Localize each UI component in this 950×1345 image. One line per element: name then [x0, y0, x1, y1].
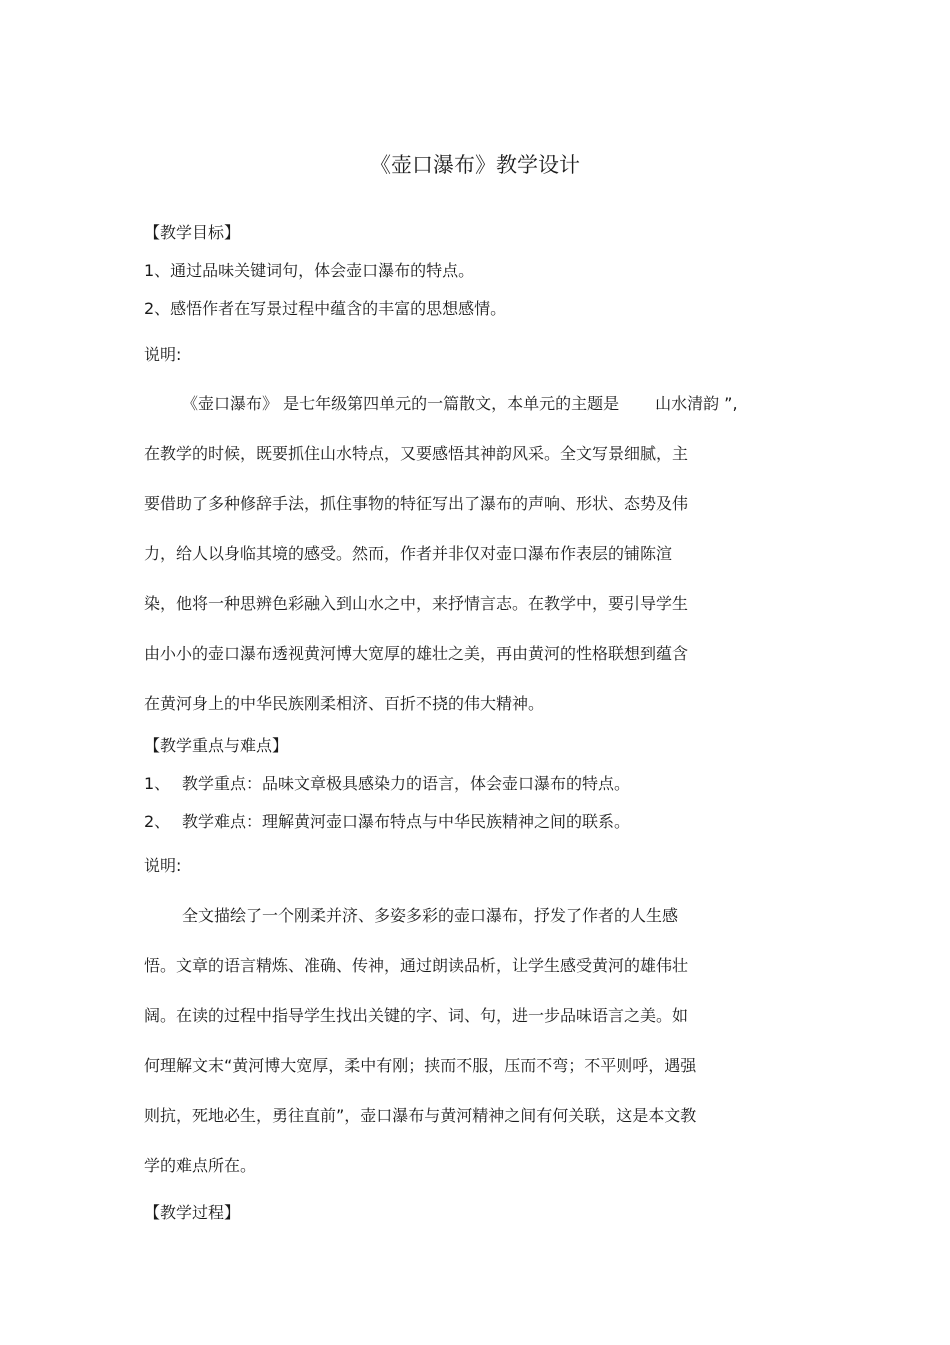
- paragraph-line: 力，给人以身临其境的感受。然而，作者并非仅对壶口瀑布作表层的铺陈渲: [144, 544, 673, 563]
- note-intro-quote: 山水清韵 ”,: [655, 394, 738, 413]
- section-heading-process: 【教学过程】: [144, 1203, 241, 1222]
- keypoint-item: [144, 774, 630, 794]
- paragraph-line: 染，他将一种思辨色彩融入到山水之中，来抒情言志。在教学中，要引导学生: [144, 594, 689, 613]
- note-label: 说明:: [144, 345, 182, 364]
- note-intro-text: 《壶口瀑布》 是七年级第四单元的一篇散文，本单元的主题是: [182, 394, 620, 413]
- keypoint-text: 教学重点：品味文章极具感染力的语言，体会壶口瀑布的特点。: [182, 774, 631, 793]
- objective-item: 2、感悟作者在写景过程中蕴含的丰富的思想感情。: [144, 299, 507, 318]
- section-heading-objectives: 【教学目标】: [144, 223, 241, 242]
- keypoint-item: [144, 812, 630, 832]
- note-label: 说明:: [144, 856, 182, 875]
- paragraph-line: 在教学的时候，既要抓住山水特点，又要感悟其神韵风采。全文写景细腻，主: [144, 444, 689, 463]
- keypoint-number: 1、: [144, 774, 171, 793]
- paragraph-line: 悟。文章的语言精炼、准确、传神，通过朗读品析，让学生感受黄河的雄伟壮: [144, 956, 689, 975]
- paragraph-line: 则抗，死地必生，勇往直前”，壶口瀑布与黄河精神之间有何关联，这是本文教: [144, 1106, 697, 1125]
- keypoint-text: 教学难点：理解黄河壶口瀑布特点与中华民族精神之间的联系。: [182, 812, 631, 831]
- paragraph-line: 学的难点所在。: [144, 1156, 257, 1175]
- paragraph-line: 在黄河身上的中华民族刚柔相济、百折不挠的伟大精神。: [144, 694, 545, 713]
- paragraph-line: 由小小的壶口瀑布透视黄河博大宽厚的雄壮之美，再由黄河的性格联想到蕴含: [144, 644, 689, 663]
- page-title: 《壶口瀑布》教学设计: [370, 153, 580, 177]
- paragraph-line: 阔。在读的过程中指导学生找出关键的字、词、句，进一步品味语言之美。如: [144, 1006, 689, 1025]
- objective-item: 1、通过品味关键词句，体会壶口瀑布的特点。: [144, 261, 475, 280]
- keypoint-number: 2、: [144, 812, 171, 831]
- paragraph-line: 何理解文末“黄河博大宽厚，柔中有刚；挟而不服，压而不弯；不平则呼，遇强: [144, 1056, 697, 1075]
- paragraph-line: [182, 394, 738, 414]
- section-heading-keypoints: 【教学重点与难点】: [144, 736, 289, 755]
- paragraph-line: 全文描绘了一个刚柔并济、多姿多彩的壶口瀑布，抒发了作者的人生感: [182, 906, 679, 925]
- paragraph-line: 要借助了多种修辞手法，抓住事物的特征写出了瀑布的声响、形状、态势及伟: [144, 494, 689, 513]
